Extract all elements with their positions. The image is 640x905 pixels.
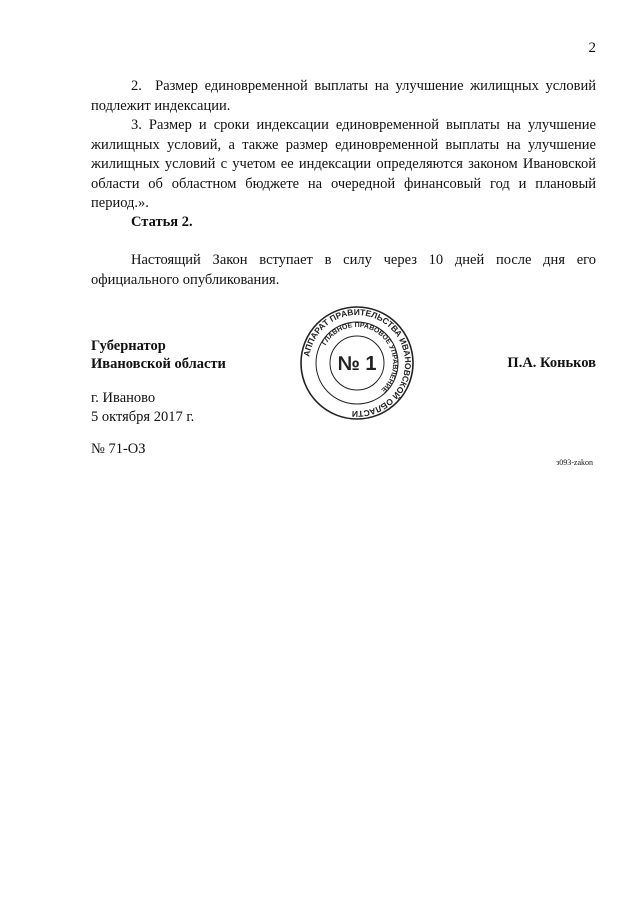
signature-title-line2: Ивановской области [91, 356, 226, 372]
stamp-inner-text: ГЛАВНОЕ ПРАВОВОЕ УПРАВЛЕНИЕ [321, 321, 399, 394]
place: г. Иваново [91, 390, 156, 406]
signature-title [91, 337, 226, 373]
paragraph-2: 2. Размер единовременной выплаты на улучшение жилищных условий подлежит индексации. [91, 78, 596, 114]
paragraph-3: 3. Размер и сроки индексации единовременной выплаты на улучшение жилищных условий, а также размер единовременной выплаты на улучшение жилищных условий с учетом ее индексации определяются законом Ивановской области об областном бюджете на очередной финансовый год и плановый период.». [91, 117, 596, 211]
official-stamp [299, 305, 415, 421]
stamp-number: № 1 [337, 353, 377, 375]
law-number: № 71-ОЗ [91, 441, 146, 457]
stamp-outer-text: АППАРАТ ПРАВИТЕЛЬСТВА ИВАНОВСКОЙ ОБЛАСТИ [301, 306, 414, 420]
signature-title-line1: Губернатор [91, 338, 166, 354]
signature-name: П.А. Коньков [507, 355, 596, 371]
file-code: з093-zakon [556, 458, 593, 467]
article-title: Статья 2. [131, 214, 193, 230]
date: 5 октября 2017 г. [91, 409, 195, 425]
article-text: Настоящий Закон вступает в силу через 10 дней после дня его официального опубликования. [91, 252, 596, 288]
place-date [91, 389, 194, 427]
page-number: 2 [588, 40, 596, 56]
